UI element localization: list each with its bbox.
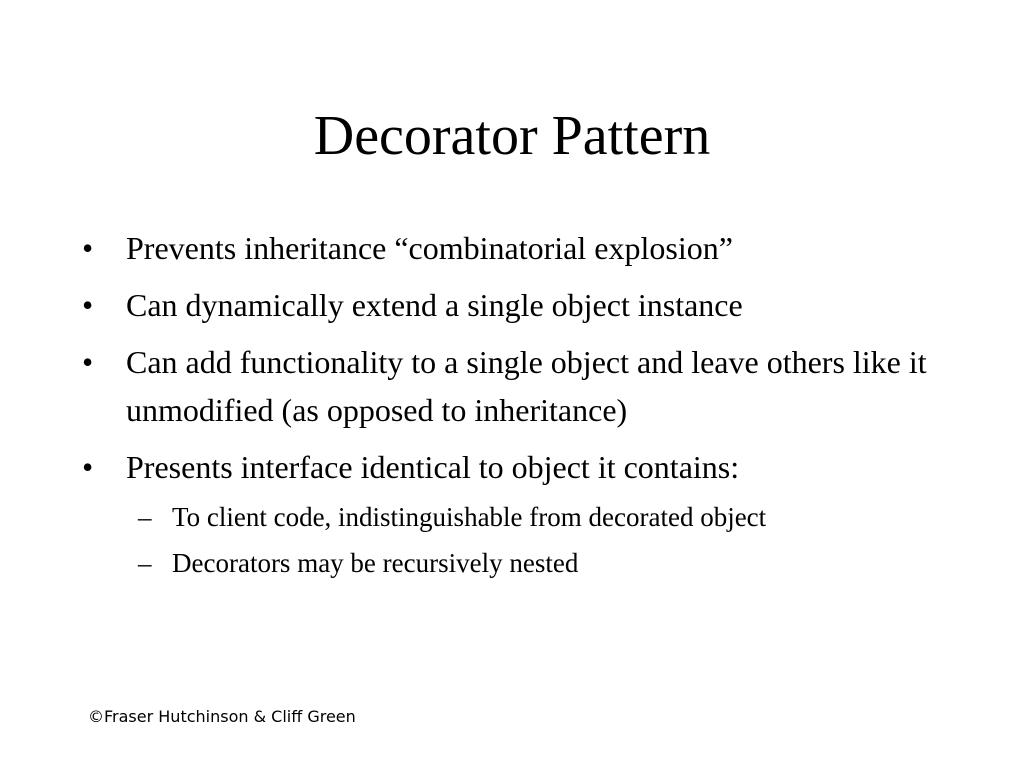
bullet-marker: •	[82, 449, 94, 485]
sub-bullet-item	[126, 497, 942, 537]
bullet-item	[82, 338, 942, 434]
slide-title: Decorator Pattern	[313, 105, 711, 167]
bullet-marker: •	[82, 344, 94, 380]
sub-bullet-item	[126, 543, 942, 583]
sub-bullet-text: To client code, indistinguishable from decorated object	[172, 502, 767, 532]
bullet-item	[82, 224, 942, 272]
sub-bullet-text: Decorators may be recursively nested	[172, 548, 579, 578]
copyright-footer: ©Fraser Hutchinson & Cliff Green	[88, 707, 356, 726]
bullet-list	[82, 224, 942, 592]
bullet-text: Can add functionality to a single object and leave others like it unmodified (as opposed to inheritance)	[126, 344, 927, 428]
bullet-text: Prevents inheritance “combinatorial explosion”	[126, 230, 733, 266]
bullet-item	[82, 443, 942, 583]
sub-bullet-marker: –	[138, 548, 152, 578]
sub-bullet-list	[126, 497, 942, 583]
bullet-marker: •	[82, 230, 94, 266]
bullet-text: Presents interface identical to object it contains:	[126, 449, 740, 485]
bullet-text: Can dynamically extend a single object instance	[126, 287, 743, 323]
bullet-marker: •	[82, 287, 94, 323]
sub-bullet-marker: –	[138, 502, 152, 532]
bullet-item	[82, 281, 942, 329]
